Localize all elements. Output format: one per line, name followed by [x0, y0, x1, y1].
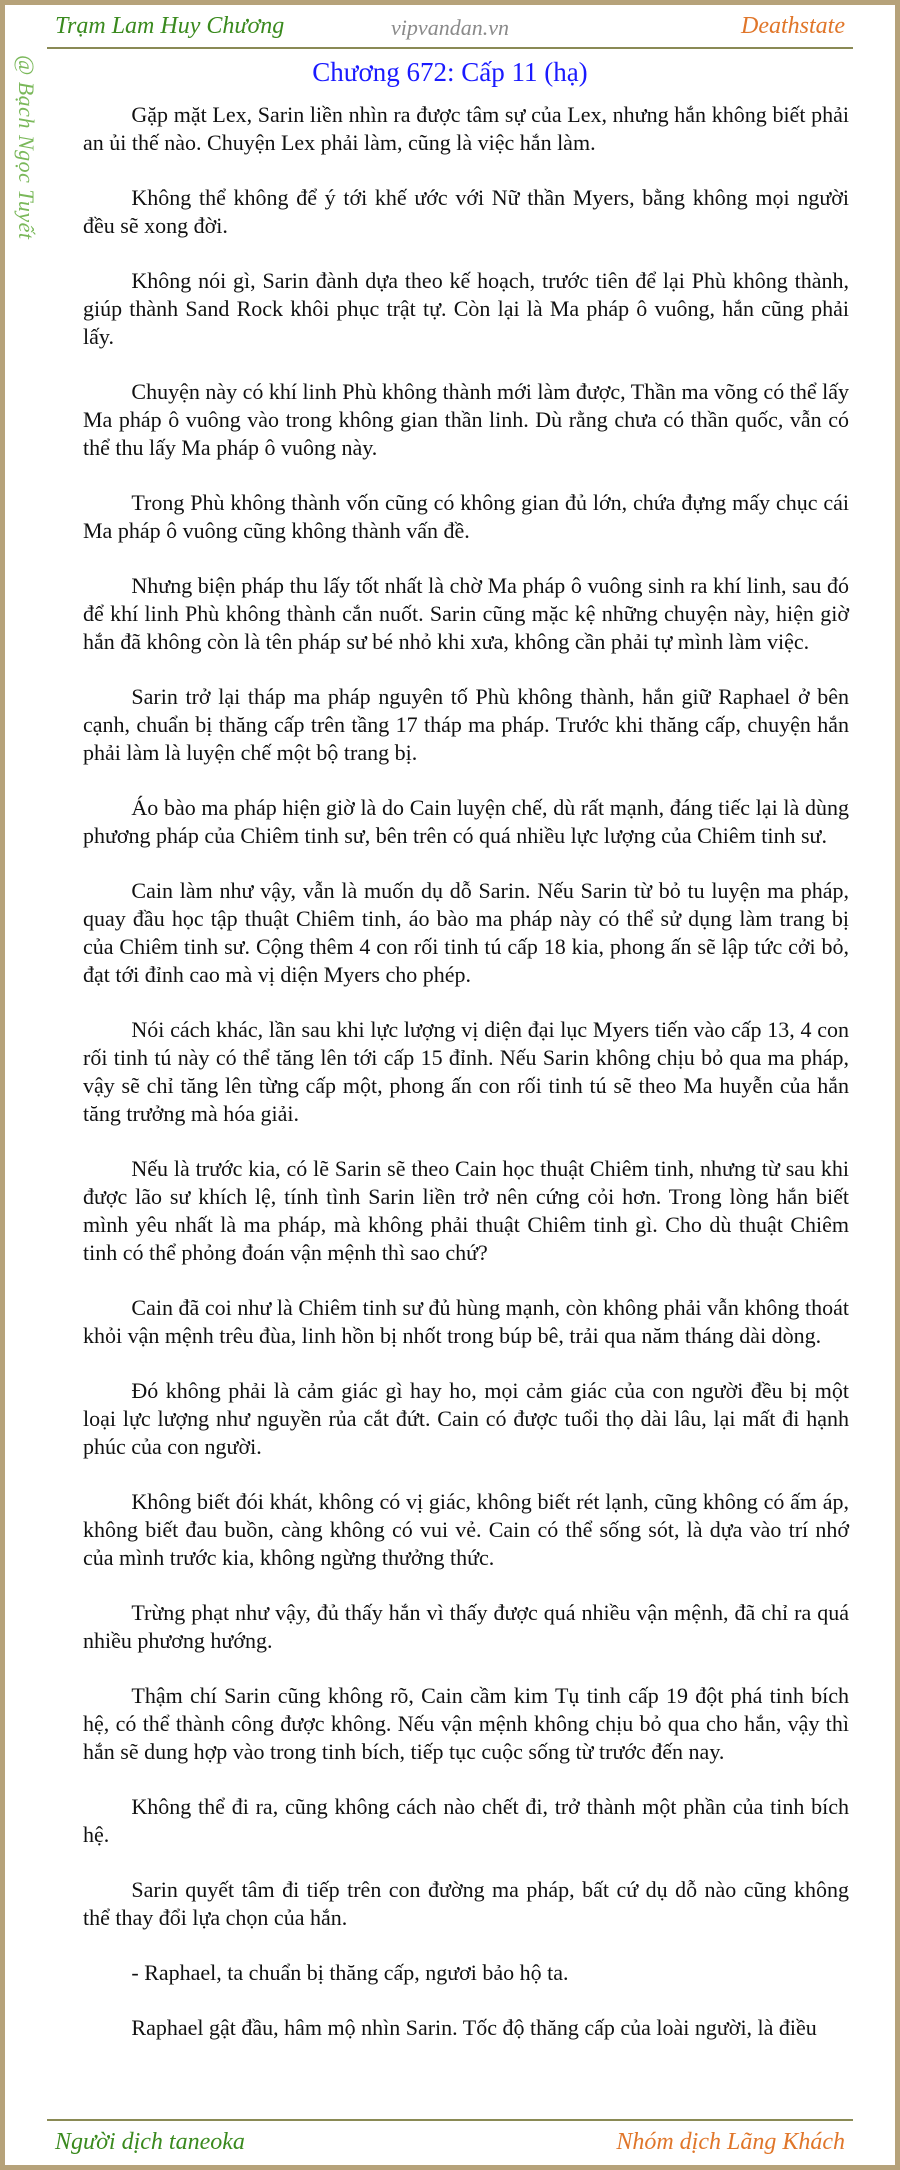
paragraph: Trừng phạt như vậy, đủ thấy hắn vì thấy được quá nhiều vận mệnh, đã chỉ ra quá nhiều phương hướng.	[83, 1600, 849, 1653]
paragraph: Raphael gật đầu, hâm mộ nhìn Sarin. Tốc độ thăng cấp của loài người, là điều	[131, 2015, 817, 2040]
side-credit: @ Bạch Ngọc Tuyết	[14, 55, 39, 240]
paragraph: Cain làm như vậy, vẫn là muốn dụ dỗ Sarin. Nếu Sarin từ bỏ tu luyện ma pháp, quay đầu học tập thuật Chiêm tinh, áo bào ma pháp này có thể sử dụng làm trang bị của Chiêm tinh sư. Cộng thêm 4 con rối tinh tú cấp 18 kia, phong ấn sẽ lập tức cởi bỏ, đạt tới đỉnh cao mà vị diện Myers cho phép.	[83, 878, 849, 987]
page-header	[47, 5, 853, 49]
paragraph: Nếu là trước kia, có lẽ Sarin sẽ theo Cain học thuật Chiêm tinh, nhưng từ sau khi được lão sư khích lệ, tính tình Sarin liền trở nên cứng cỏi hơn. Trong lòng hắn biết mình yêu nhất là ma pháp, mà không phải thuật Chiêm tinh gì. Cho dù thuật Chiêm tinh có thể phỏng đoán vận mệnh thì sao chứ?	[83, 1156, 849, 1265]
paragraph: Không thể đi ra, cũng không cách nào chết đi, trở thành một phần của tinh bích hệ.	[83, 1794, 849, 1847]
paragraph: Chuyện này có khí linh Phù không thành mới làm được, Thần ma võng có thể lấy Ma pháp ô vuông vào trong không gian thần linh. Dù rằng chưa có thần quốc, vẫn có thể thu lấy Ma pháp ô vuông này.	[83, 379, 849, 460]
paragraph: - Raphael, ta chuẩn bị thăng cấp, ngươi bảo hộ ta.	[131, 1960, 569, 1985]
paragraph: Sarin quyết tâm đi tiếp trên con đường ma pháp, bất cứ dụ dỗ nào cũng không thể thay đổi lựa chọn của hắn.	[83, 1877, 849, 1930]
paragraph: Trong Phù không thành vốn cũng có không gian đủ lớn, chứa đựng mấy chục cái Ma pháp ô vuông cũng không thành vấn đề.	[83, 490, 849, 543]
paragraph: Gặp mặt Lex, Sarin liền nhìn ra được tâm sự của Lex, nhưng hắn không biết phải an ủi thế nào. Chuyện Lex phải làm, cũng là việc hắn làm.	[83, 102, 849, 155]
paragraph: Đó không phải là cảm giác gì hay ho, mọi cảm giác của con người đều bị một loại lực lượng như nguyền rủa cắt đứt. Cain có được tuổi thọ dài lâu, lại mất đi hạnh phúc của con người.	[83, 1378, 849, 1459]
header-url: vipvandan.vn	[391, 15, 509, 40]
paragraph: Không biết đói khát, không có vị giác, không biết rét lạnh, cũng không có ấm áp, không biết đau buồn, càng không có vui vẻ. Cain có thể sống sót, là dựa vào trí nhớ của mình trước kia, không ngừng thưởng thức.	[83, 1489, 849, 1570]
paragraph: Không nói gì, Sarin đành dựa theo kế hoạch, trước tiên để lại Phù không thành, giúp thành Sand Rock khôi phục trật tự. Còn lại là Ma pháp ô vuông, hắn cũng phải lấy.	[83, 268, 849, 349]
page-footer	[47, 2119, 853, 2165]
footer-translator: Người dịch taneoka	[55, 2129, 245, 2155]
paragraph: Thậm chí Sarin cũng không rõ, Cain cầm kim Tụ tinh cấp 19 đột phá tinh bích hệ, có thể thành công được không. Nếu vận mệnh không chịu bỏ qua cho hắn, vậy thì hắn sẽ dung hợp vào trong tinh bích, tiếp tục cuộc sống từ trước đến nay.	[83, 1683, 849, 1764]
chapter-title: Chương 672: Cấp 11 (hạ)	[312, 57, 588, 87]
paragraph: Áo bào ma pháp hiện giờ là do Cain luyện chế, dù rất mạnh, đáng tiếc lại là dùng phương pháp của Chiêm tinh sư, bên trên có quá nhiều lực lượng của Chiêm tinh sư.	[83, 795, 849, 848]
footer-group: Nhóm dịch Lãng Khách	[616, 2129, 845, 2155]
paragraph: Cain đã coi như là Chiêm tinh sư đủ hùng mạnh, còn không phải vẫn không thoát khỏi vận mệnh trêu đùa, linh hồn bị nhốt trong búp bê, trải qua năm tháng dài dòng.	[83, 1295, 849, 1348]
paragraph: Nhưng biện pháp thu lấy tốt nhất là chờ Ma pháp ô vuông sinh ra khí linh, sau đó để khí linh Phù không thành cắn nuốt. Sarin cũng mặc kệ những chuyện này, hiện giờ hắn đã không còn là tên pháp sư bé nhỏ khi xưa, không cần phải tự mình làm việc.	[83, 573, 849, 654]
paragraph: Sarin trở lại tháp ma pháp nguyên tố Phù không thành, hắn giữ Raphael ở bên cạnh, chuẩn bị thăng cấp trên tầng 17 tháp ma pháp. Trước khi thăng cấp, chuyện hắn phải làm là luyện chế một bộ trang bị.	[83, 684, 849, 765]
header-site-name: Trạm Lam Huy Chương	[55, 13, 285, 39]
header-book-title: Deathstate	[741, 13, 845, 39]
paragraph: Không thể không để ý tới khế ước với Nữ thần Myers, bằng không mọi người đều sẽ xong đời.	[83, 185, 849, 238]
chapter-body	[83, 101, 849, 2069]
paragraph: Nói cách khác, lần sau khi lực lượng vị diện đại lục Myers tiến vào cấp 13, 4 con rối tinh tú này có thể tăng lên tới cấp 15 đỉnh. Nếu Sarin không chịu bỏ qua ma pháp, vậy sẽ chỉ tăng lên từng cấp một, phong ấn con rối tinh tú sẽ theo Ma huyễn của hắn tăng trưởng mà hóa giải.	[83, 1017, 849, 1126]
